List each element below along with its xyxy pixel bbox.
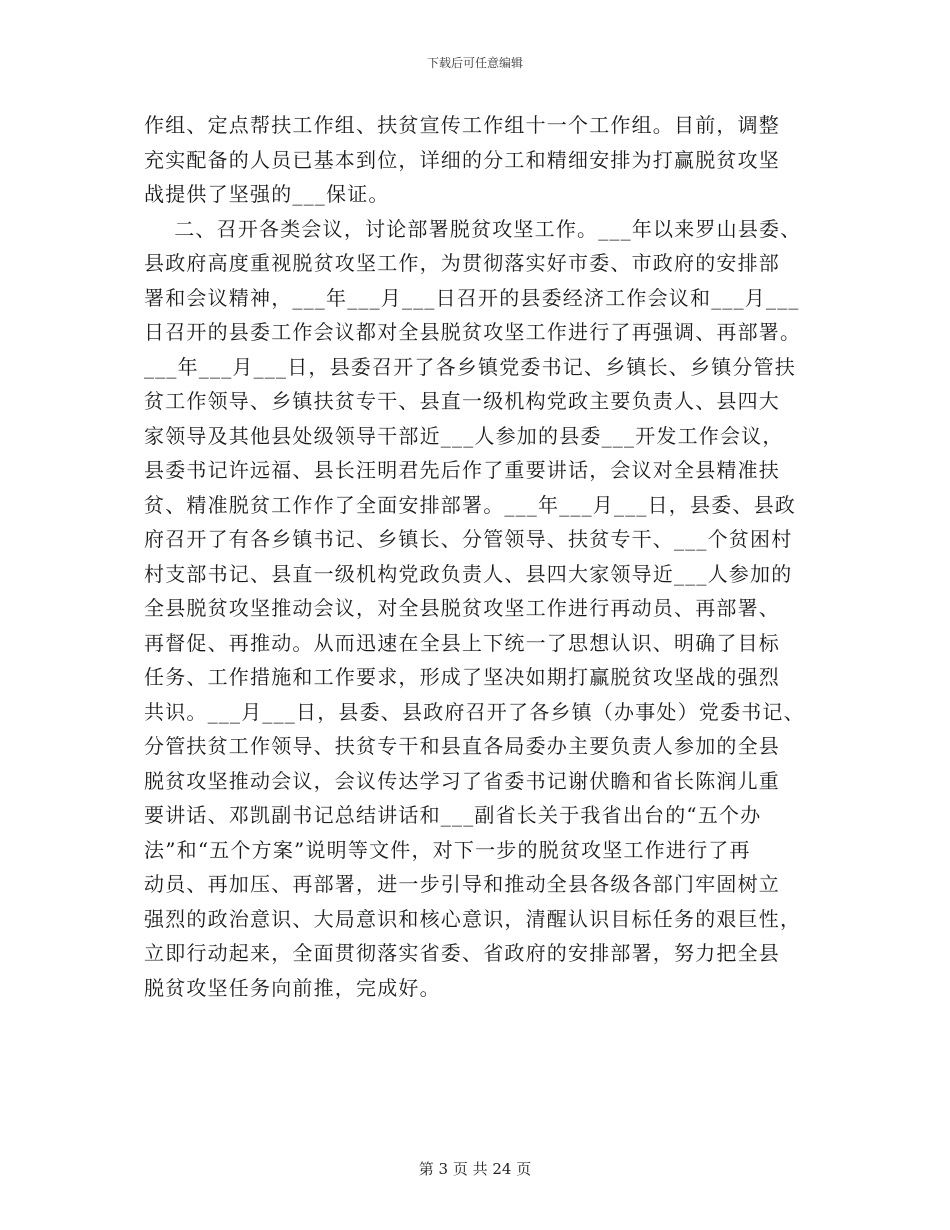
text-line: 脱贫攻坚任务向前推，完成好。 [144, 975, 441, 1000]
text-line: 脱贫攻坚推动会议，会议传达学习了省委书记谢伏瞻和省长陈润儿重 [144, 768, 780, 793]
text-line: 再督促、再推动。从而迅速在全县上下统一了思想认识、明确了目标 [144, 630, 780, 655]
header-note: 下载后可任意编辑 [426, 56, 523, 70]
text-line: 立即行动起来，全面贯彻落实省委、省政府的安排部署，努力把全县 [144, 941, 780, 965]
text-line: 要讲话、邓凯副书记总结讲话和___副省长关于我省出台的“五个办 [144, 803, 762, 827]
text-line: 府召开了有各乡镇书记、乡镇长、分管领导、扶贫专干、___个贫困村 [144, 527, 793, 551]
text-line: 任务、工作措施和工作要求，形成了坚决如期打赢脱贫攻坚战的强烈 [144, 665, 780, 689]
text-line: 家领导及其他县处级领导干部近___人参加的县委___开发工作会议， [144, 423, 784, 448]
text-line: 法”和“五个方案”说明等文件，对下一步的脱贫攻坚工作进行了再 [144, 837, 751, 862]
text-line: 作组、定点帮扶工作组、扶贫宣传工作组十一个工作组。目前，调整 [144, 113, 780, 137]
text-line: 分管扶贫工作领导、扶贫专干和县直各局委办主要负责人参加的全县 [144, 734, 780, 758]
text-line: 共识。___月___日，县委、县政府召开了各乡镇（办事处）党委书记、 [144, 699, 805, 724]
page-number: 第 3 页 共 24 页 [418, 1160, 532, 1178]
text-line: ___年___月___日，县委召开了各乡镇党委书记、乡镇长、乡镇分管扶 [144, 354, 796, 379]
text-line: 县政府高度重视脱贫攻坚工作，为贯彻落实好市委、市政府的安排部 [144, 251, 780, 275]
text-line: 县委书记许远福、县长汪明君先后作了重要讲话，会议对全县精准扶 [144, 458, 780, 482]
text-line: 日召开的县委工作会议都对全县脱贫攻坚工作进行了再强调、再部署。 [144, 320, 802, 344]
text-line: 动员、再加压、再部署，进一步引导和推动全县各级各部门牢固树立 [144, 872, 780, 896]
text-line: 战提供了坚强的___保证。 [144, 182, 390, 206]
text-line: 强烈的政治意识、大局意识和核心意识，清醒认识目标任务的艰巨性， [144, 906, 802, 931]
text-line: 二、召开各类会议，讨论部署脱贫攻坚工作。___年以来罗山县委、 [144, 216, 802, 241]
document-body [144, 108, 814, 1005]
text-line: 署和会议精神，___年___月___日召开的县委经济工作会议和___月___ [144, 285, 800, 310]
text-line: 贫工作领导、乡镇扶贫专干、县直一级机构党政主要负责人、县四大 [144, 389, 780, 413]
text-line: 贫、精准脱贫工作作了全面安排部署。___年___月___日，县委、县政 [144, 492, 796, 517]
text-line: 充实配备的人员已基本到位，详细的分工和精细安排为打赢脱贫攻坚 [144, 147, 780, 172]
text-line: 村支部书记、县直一级机构党政负责人、县四大家领导近___人参加的 [144, 561, 793, 586]
text-line: 全县脱贫攻坚推动会议，对全县脱贫攻坚工作进行再动员、再部署、 [144, 596, 780, 620]
